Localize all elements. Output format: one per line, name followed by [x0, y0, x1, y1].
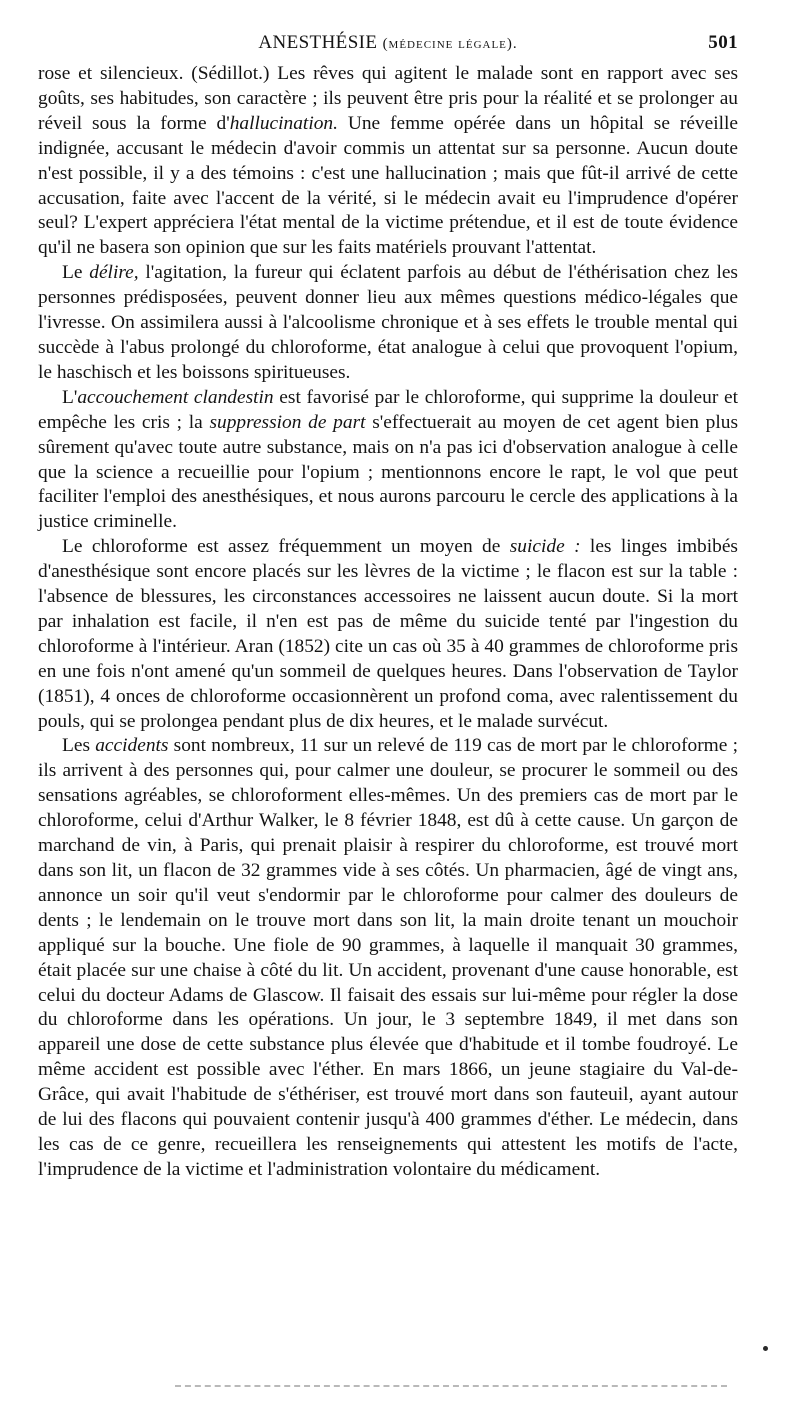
paragraph-accidents	[38, 734, 738, 1182]
text-run: Le chloroforme est assez fréquemment un moyen de	[62, 536, 510, 558]
text-run: s'effectuerait au moyen de cet agent bien plus sûrement qu'avec toute autre substance, mais on n'a pas ici d'observation analogue à celle que la science a recueillie pour l'opium ; mentionnons encore le rapt, le vol que peut faciliter l'emploi des anesthésiques, et nous aurons parcouru le cercle des applications à la justice criminelle.	[38, 411, 738, 533]
text-run: sont nombreux, 11 sur un relevé de 119 cas de mort par le chloroforme ; ils arrivent à des personnes qui, pour calmer une douleur, se procurer le sommeil ou des sensations agréables, se chloroforment elles-mêmes. Un des premiers cas de mort par le chloroforme, celui d'Arthur Walker, le 8 février 1848, est dû à cette cause. Un garçon de marchand de vin, à Paris, qui prenait plaisir à respirer du chloroforme, est trouvé mort dans son lit, un flacon de 32 grammes vide à ses côtés. Un pharmacien, âgé de vingt ans, annonce un soir qu'il veut s'endormir par le chloroforme pour calmer des douleurs de dents ; le lendemain on le trouve mort dans son lit, la main droite tenant un mouchoir appliqué sur la bouche. Une fiole de 90 grammes, à laquelle il manquait 30 grammes, était placée sur une chaise à côté du lit. Un accident, provenant d'une cause honorable, est celui du docteur Adams de Glascow. Il faisait des essais sur lui-même pour régler la dose du chloroforme dans les opérations. Un jour, le 3 septembre 1849, il met dans son appareil une dose de cette substance plus élevée que d'habitude et il tombe foudroyé. Le même accident est possible avec l'éther. En mars 1866, un jeune stagiaire du Val-de-Grâce, qui avait l'habitude de s'éthériser, est trouvé mort dans son fauteuil, ayant autour de lui des flacons qui pouvaient contenir jusqu'à 400 grammes d'éther. Le médecin, dans les cas de ce genre, recueillera les renseignements qui attestent les motifs de l'acte, l'imprudence de la victime et l'administration volontaire du médicament.	[38, 735, 738, 1180]
emphasis-text: suicide :	[509, 536, 581, 558]
text-run: Une femme opérée dans un hôpital se réveille indignée, accusant le médecin d'avoir commis un attentat sur sa personne. Aucun doute n'est possible, il y a des témoins : c'est une hallucination ; mais que fût-il arrivé de cette accusation, faite avec l'accent de la vérité, si le médecin avait eu l'imprudence d'opérer seul? L'expert appréciera l'état mental de la victime prétendue, et il est de toute évidence qu'il ne basera son opinion que sur les faits matériels prouvant l'attentat.	[38, 112, 738, 259]
emphasis-text: délire,	[89, 262, 139, 284]
paragraph-delire	[38, 261, 738, 386]
text-run: rose et silencieux. (Sédillot.) Les rêves qui agitent le malade sont en rapport avec ses goûts, ses habitudes, son caractère ; ils peuvent être pris pour la réalité et se prolonger au réveil sous la forme d'	[38, 63, 738, 134]
emphasis-text: hallucination.	[229, 112, 338, 134]
text-run: Les	[62, 735, 96, 757]
header-subtitle: (médecine légale).	[382, 36, 518, 52]
paragraph-accouchement	[38, 386, 738, 535]
text-run: les linges imbibés d'anesthésique sont encore placés sur les lèvres de la victime ; le flacon est sur la table : l'absence de blessures, les circonstances accessoires ne laissent aucun doute. Si la mort par inhalation est facile, il n'en est pas de même du suicide tenté par l'ingestion du chloroforme à l'intérieur. Aran (1852) cite un cas où 35 à 40 grammes de chloroforme pris en une fois n'ont amené qu'un sommeil de quelques heures. Dans l'observation de Taylor (1851), 4 onces de chloroforme occasionnèrent un profond coma, avec ralentissement du pouls, qui se prolongea pendant plus de dix heures, et le malade survécut.	[38, 536, 738, 732]
running-head	[38, 28, 738, 62]
emphasis-text: accouchement clandestin	[77, 386, 274, 408]
page-number: 501	[708, 32, 738, 53]
text-run: L'	[62, 386, 78, 408]
text-run: Le	[62, 262, 90, 284]
page	[38, 28, 738, 1183]
header-title-line	[38, 32, 738, 54]
paragraph-hallucination	[38, 62, 738, 261]
text-run: l'agitation, la fureur qui éclatent parfois au début de l'éthérisation chez les personnes prédisposées, peuvent donner lieu aux mêmes questions médico-légales que l'ivresse. On assimilera aussi à l'alcoolisme chronique et à ses effets le trouble mental qui succède à l'abus prolongé du chloroforme, état analogue à celui que provoquent l'opium, le haschisch et les boissons spiritueuses.	[38, 262, 738, 383]
body-text	[38, 62, 738, 1183]
paragraph-suicide	[38, 535, 738, 734]
footer-rule	[175, 1385, 727, 1387]
header-title: ANESTHÉSIE	[258, 32, 378, 53]
ink-mark	[763, 1346, 768, 1351]
emphasis-text: accidents	[95, 735, 169, 757]
emphasis-text: suppression de part	[209, 411, 366, 433]
text-run: est favorisé par le chloroforme, qui supprime la douleur et empêche les cris ; la	[38, 386, 738, 433]
